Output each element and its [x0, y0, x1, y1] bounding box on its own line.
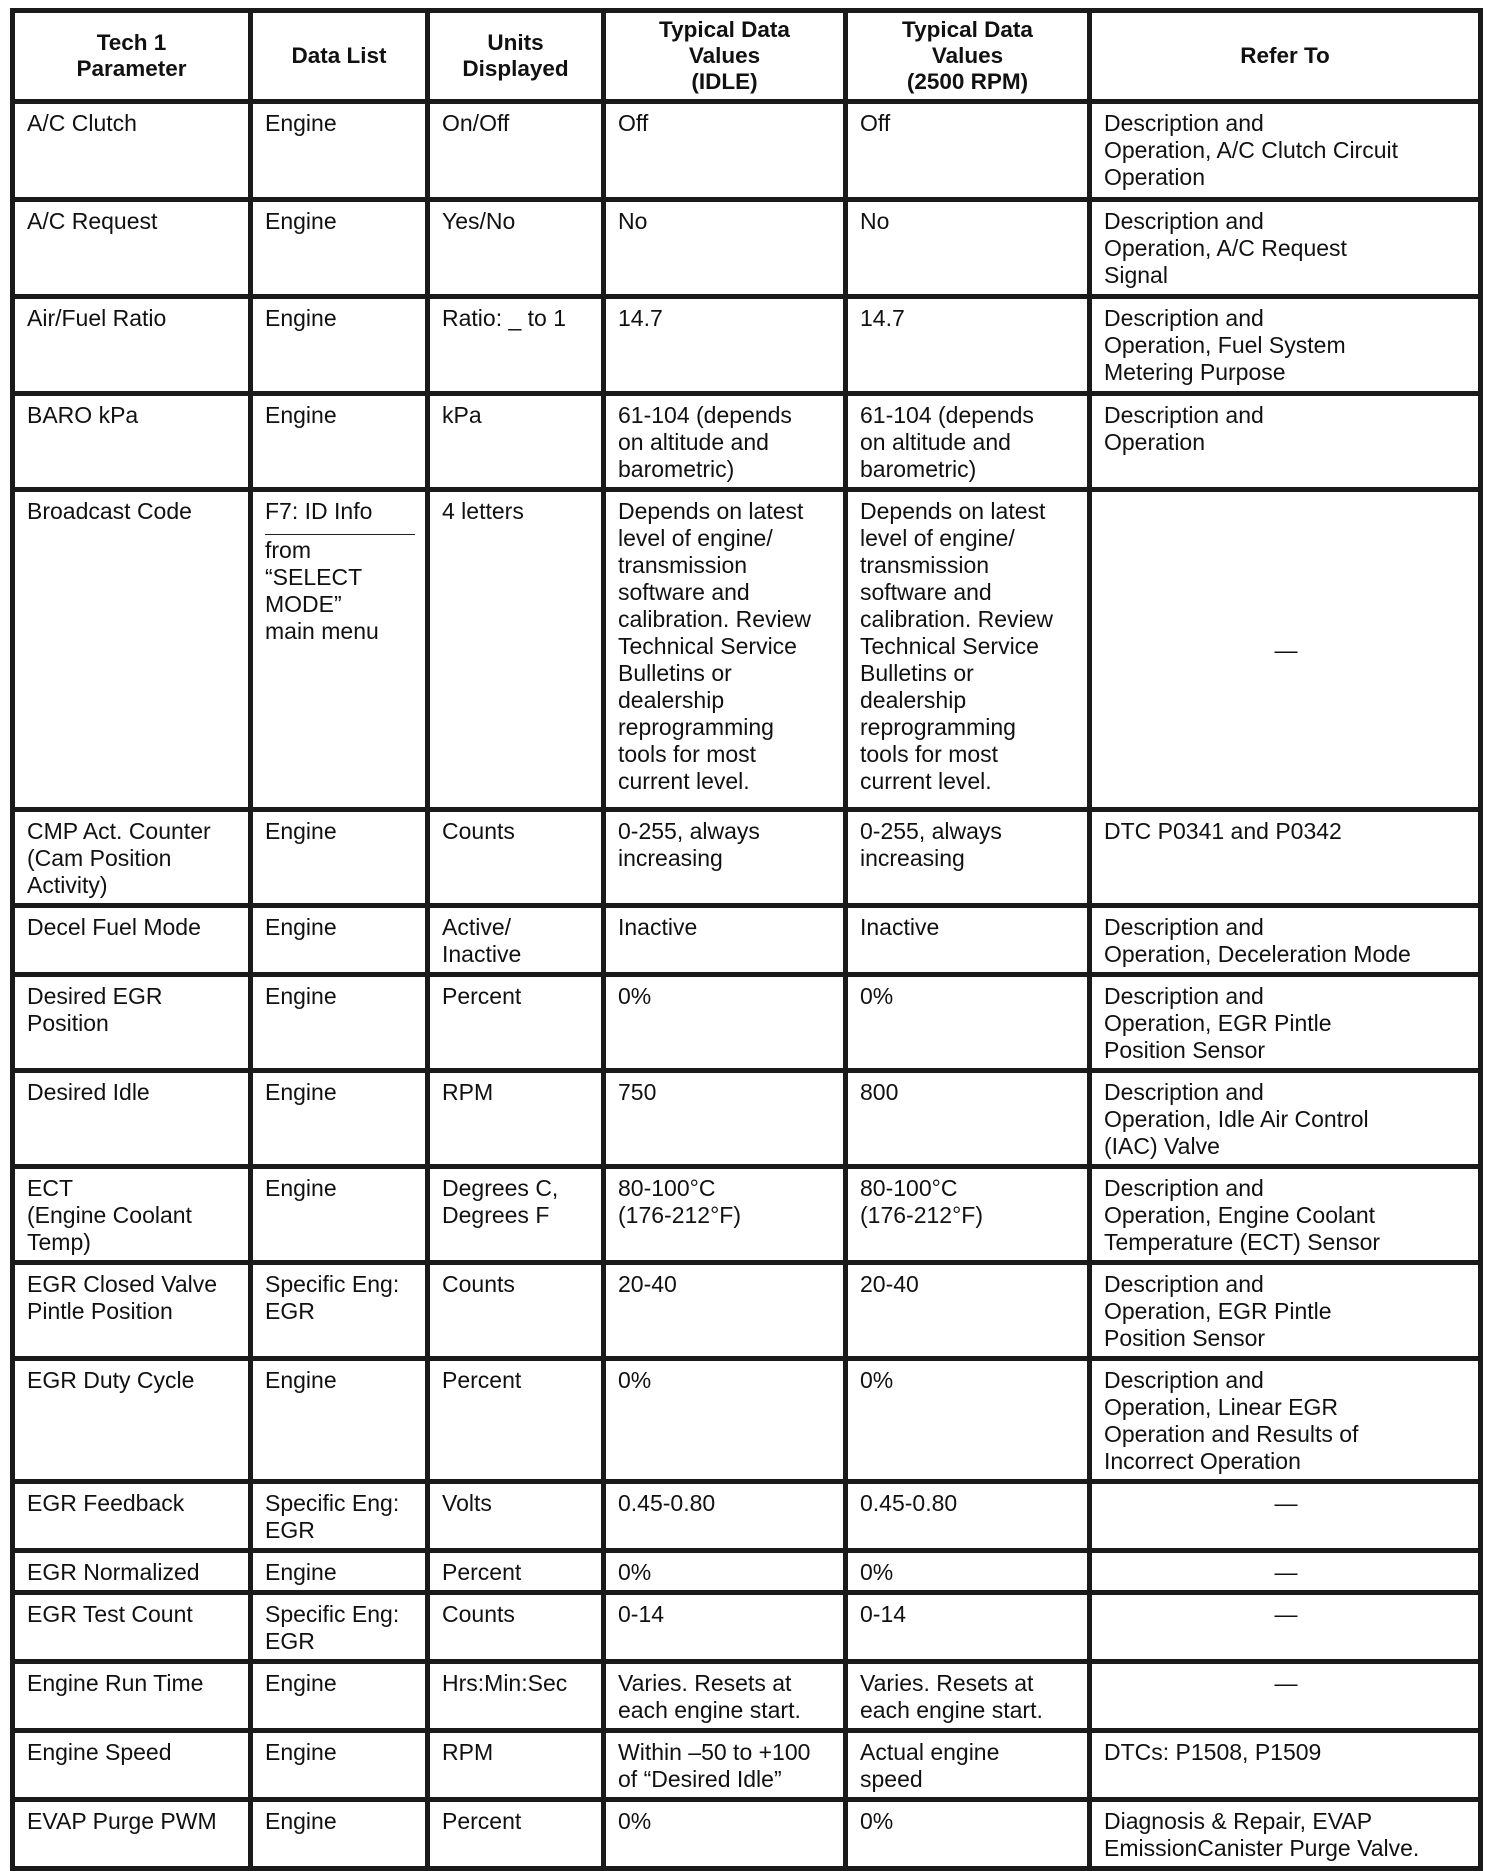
cell-units: Active/ Inactive: [428, 906, 604, 975]
cell-idle-value: 80-100°C (176-212°F): [604, 1167, 846, 1263]
cell-2500rpm-value: Inactive: [846, 906, 1090, 975]
cell-idle-value: No: [604, 200, 846, 297]
cell-2500rpm-value: 0%: [846, 975, 1090, 1071]
cell-parameter: EGR Duty Cycle: [13, 1359, 251, 1482]
cell-2500rpm-value: 0%: [846, 1800, 1090, 1869]
cell-refer-to: DTCs: P1508, P1509: [1090, 1731, 1481, 1800]
cell-data-list-main: F7: ID Info: [265, 498, 373, 524]
table-row: [13, 1167, 1481, 1263]
cell-units: Percent: [428, 1359, 604, 1482]
cell-2500rpm-value: 20-40: [846, 1263, 1090, 1359]
cell-units: Hrs:Min:Sec: [428, 1662, 604, 1731]
cell-parameter: A/C Clutch: [13, 102, 251, 200]
cell-2500rpm-value: 0%: [846, 1551, 1090, 1593]
cell-refer-to: —: [1090, 1482, 1481, 1551]
cell-refer-to: —: [1090, 1662, 1481, 1731]
cell-parameter: BARO kPa: [13, 394, 251, 490]
cell-units: kPa: [428, 394, 604, 490]
cell-data-list: Engine: [251, 1359, 428, 1482]
cell-parameter: EVAP Purge PWM: [13, 1800, 251, 1869]
cell-idle-value: 0.45-0.80: [604, 1482, 846, 1551]
cell-units: RPM: [428, 1071, 604, 1167]
cell-idle-value: 0-14: [604, 1593, 846, 1662]
cell-parameter: ECT (Engine Coolant Temp): [13, 1167, 251, 1263]
cell-2500rpm-value: 800: [846, 1071, 1090, 1167]
table-row: [13, 1800, 1481, 1869]
cell-2500rpm-value: 0%: [846, 1359, 1090, 1482]
cell-parameter: Air/Fuel Ratio: [13, 297, 251, 394]
header-typical-2500rpm: Typical Data Values (2500 RPM): [846, 11, 1090, 102]
cell-2500rpm-value: Off: [846, 102, 1090, 200]
cell-units: On/Off: [428, 102, 604, 200]
cell-data-list: Engine: [251, 975, 428, 1071]
cell-units: Percent: [428, 975, 604, 1071]
header-refer-to: Refer To: [1090, 11, 1481, 102]
cell-2500rpm-value: Actual engine speed: [846, 1731, 1090, 1800]
cell-2500rpm-value: 61-104 (depends on altitude and barometric): [846, 394, 1090, 490]
cell-refer-to: Description and Operation, Deceleration Mode: [1090, 906, 1481, 975]
cell-units: Counts: [428, 810, 604, 906]
cell-parameter: EGR Closed Valve Pintle Position: [13, 1263, 251, 1359]
table-row: [13, 1359, 1481, 1482]
cell-idle-value: Depends on latest level of engine/ transmission software and calibration. Review Technical Service Bulletins or dealership reprogramming tools for most current level.: [604, 490, 846, 810]
cell-parameter: Decel Fuel Mode: [13, 906, 251, 975]
cell-units: RPM: [428, 1731, 604, 1800]
cell-refer-to: —: [1090, 1551, 1481, 1593]
cell-units: Percent: [428, 1800, 604, 1869]
table-row: [13, 975, 1481, 1071]
cell-parameter: Broadcast Code: [13, 490, 251, 810]
cell-idle-value: 14.7: [604, 297, 846, 394]
cell-refer-to: DTC P0341 and P0342: [1090, 810, 1481, 906]
cell-data-list: Engine: [251, 1167, 428, 1263]
cell-units: 4 letters: [428, 490, 604, 810]
cell-idle-value: 750: [604, 1071, 846, 1167]
cell-parameter: CMP Act. Counter (Cam Position Activity): [13, 810, 251, 906]
table-row: [13, 1071, 1481, 1167]
cell-data-list: Engine: [251, 200, 428, 297]
cell-data-list: Engine: [251, 906, 428, 975]
cell-refer-to: Description and Operation, A/C Clutch Circuit Operation: [1090, 102, 1481, 200]
cell-idle-value: Off: [604, 102, 846, 200]
table-row: [13, 1593, 1481, 1662]
cell-refer-to: Description and Operation, Engine Coolant Temperature (ECT) Sensor: [1090, 1167, 1481, 1263]
cell-refer-to: Description and Operation, Linear EGR Operation and Results of Incorrect Operation: [1090, 1359, 1481, 1482]
cell-refer-to: Description and Operation, A/C Request Signal: [1090, 200, 1481, 297]
table-row: [13, 1662, 1481, 1731]
cell-units: Ratio: _ to 1: [428, 297, 604, 394]
cell-data-list: [251, 490, 428, 810]
cell-refer-to: —: [1090, 1593, 1481, 1662]
cell-refer-to: —: [1090, 490, 1481, 810]
cell-refer-to: Description and Operation: [1090, 394, 1481, 490]
cell-data-list: Specific Eng: EGR: [251, 1263, 428, 1359]
cell-2500rpm-value: 80-100°C (176-212°F): [846, 1167, 1090, 1263]
cell-units: Counts: [428, 1263, 604, 1359]
cell-idle-value: 0%: [604, 1551, 846, 1593]
cell-idle-value: Within –50 to +100 of “Desired Idle”: [604, 1731, 846, 1800]
cell-data-list: Engine: [251, 102, 428, 200]
table-row: [13, 810, 1481, 906]
cell-2500rpm-value: 0-255, always increasing: [846, 810, 1090, 906]
cell-parameter: EGR Normalized: [13, 1551, 251, 1593]
cell-units: Volts: [428, 1482, 604, 1551]
cell-data-list: Engine: [251, 1551, 428, 1593]
cell-data-list: Engine: [251, 1731, 428, 1800]
tech1-data-table: [10, 8, 1483, 1871]
cell-parameter: EGR Test Count: [13, 1593, 251, 1662]
cell-parameter: Engine Speed: [13, 1731, 251, 1800]
cell-idle-value: 0-255, always increasing: [604, 810, 846, 906]
cell-data-list: Engine: [251, 394, 428, 490]
cell-2500rpm-value: No: [846, 200, 1090, 297]
header-row: [13, 11, 1481, 102]
cell-data-list: Engine: [251, 1071, 428, 1167]
cell-refer-to: Description and Operation, EGR Pintle Position Sensor: [1090, 1263, 1481, 1359]
cell-units: Degrees C, Degrees F: [428, 1167, 604, 1263]
cell-parameter: Desired EGR Position: [13, 975, 251, 1071]
cell-parameter: Desired Idle: [13, 1071, 251, 1167]
cell-data-list: Specific Eng: EGR: [251, 1482, 428, 1551]
cell-units: Yes/No: [428, 200, 604, 297]
table-row: [13, 1482, 1481, 1551]
table-row: [13, 1263, 1481, 1359]
cell-idle-value: 0%: [604, 1800, 846, 1869]
cell-refer-to: Description and Operation, Fuel System Metering Purpose: [1090, 297, 1481, 394]
table-row: [13, 200, 1481, 297]
table-row: [13, 906, 1481, 975]
cell-2500rpm-value: 0-14: [846, 1593, 1090, 1662]
cell-refer-to: Diagnosis & Repair, EVAP EmissionCanister Purge Valve.: [1090, 1800, 1481, 1869]
cell-2500rpm-value: 0.45-0.80: [846, 1482, 1090, 1551]
table-row: [13, 297, 1481, 394]
cell-data-list: Engine: [251, 1800, 428, 1869]
header-typical-idle: Typical Data Values (IDLE): [604, 11, 846, 102]
cell-idle-value: 20-40: [604, 1263, 846, 1359]
cell-2500rpm-value: 14.7: [846, 297, 1090, 394]
table-row: [13, 490, 1481, 810]
table-row: [13, 1551, 1481, 1593]
cell-data-list: Specific Eng: EGR: [251, 1593, 428, 1662]
table-row: [13, 394, 1481, 490]
cell-2500rpm-value: Varies. Resets at each engine start.: [846, 1662, 1090, 1731]
cell-refer-to: Description and Operation, EGR Pintle Position Sensor: [1090, 975, 1481, 1071]
cell-units: Percent: [428, 1551, 604, 1593]
cell-units: Counts: [428, 1593, 604, 1662]
table-row: [13, 1731, 1481, 1800]
header-data-list: Data List: [251, 11, 428, 102]
header-tech1-parameter: Tech 1 Parameter: [13, 11, 251, 102]
cell-refer-to: Description and Operation, Idle Air Control (IAC) Valve: [1090, 1071, 1481, 1167]
cell-2500rpm-value: Depends on latest level of engine/ transmission software and calibration. Review Technical Service Bulletins or dealership reprogramming tools for most current level.: [846, 490, 1090, 810]
cell-idle-value: 0%: [604, 975, 846, 1071]
table-row: [13, 102, 1481, 200]
cell-parameter: A/C Request: [13, 200, 251, 297]
cell-idle-value: 0%: [604, 1359, 846, 1482]
cell-idle-value: Inactive: [604, 906, 846, 975]
cell-data-list-note: from “SELECT MODE” main menu: [265, 537, 379, 644]
cell-data-list: Engine: [251, 1662, 428, 1731]
cell-parameter: EGR Feedback: [13, 1482, 251, 1551]
cell-data-list: Engine: [251, 297, 428, 394]
cell-data-list: Engine: [251, 810, 428, 906]
cell-idle-value: 61-104 (depends on altitude and barometric): [604, 394, 846, 490]
cell-parameter: Engine Run Time: [13, 1662, 251, 1731]
header-units-displayed: Units Displayed: [428, 11, 604, 102]
cell-idle-value: Varies. Resets at each engine start.: [604, 1662, 846, 1731]
divider: [265, 534, 415, 535]
